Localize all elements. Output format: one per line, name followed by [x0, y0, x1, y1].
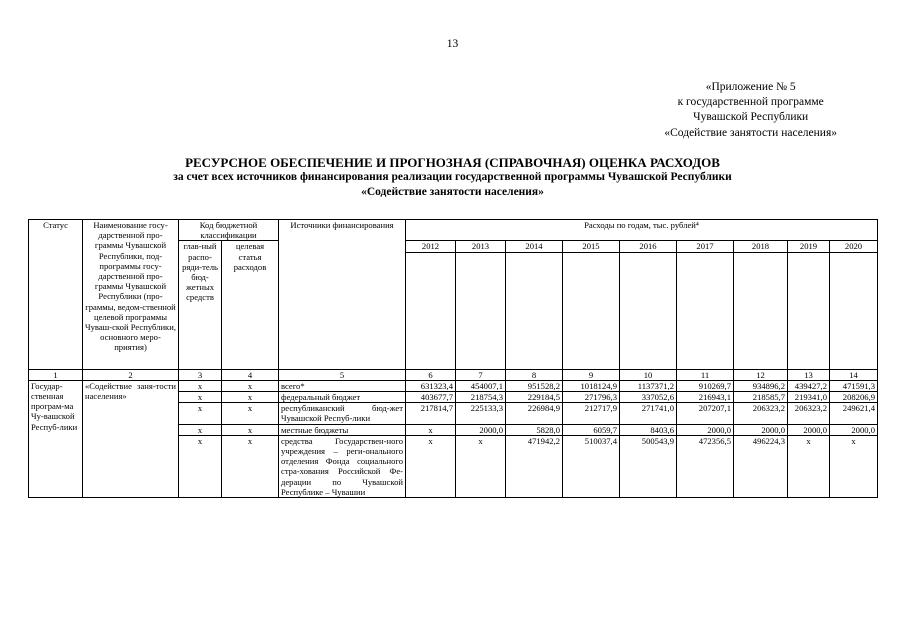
value-cell: 2000,0 — [677, 424, 734, 435]
appendix-line-2: к государственной программе — [677, 96, 824, 109]
target-item-cell: х — [222, 435, 279, 497]
value-cell: 2000,0 — [830, 424, 878, 435]
value-cell: 8403,6 — [620, 424, 677, 435]
appendix-line-4: «Содействие занятости населения» — [664, 126, 837, 139]
value-cell: 2000,0 — [788, 424, 830, 435]
column-number: 3 — [179, 369, 222, 380]
column-number: 2 — [83, 369, 179, 380]
value-cell: 337052,6 — [620, 392, 677, 403]
value-cell: 471942,2 — [506, 435, 563, 497]
header-status: Статус — [29, 220, 83, 370]
value-cell: х — [830, 435, 878, 497]
column-number: 12 — [734, 369, 788, 380]
column-number: 11 — [677, 369, 734, 380]
main-manager-cell: х — [179, 435, 222, 497]
value-cell: 5828,0 — [506, 424, 563, 435]
value-cell: 271741,0 — [620, 403, 677, 424]
column-number: 10 — [620, 369, 677, 380]
value-cell: 216943,1 — [677, 392, 734, 403]
value-cell: 631323,4 — [406, 380, 456, 391]
value-cell: х — [788, 435, 830, 497]
value-cell: 471591,3 — [830, 380, 878, 391]
column-number: 8 — [506, 369, 563, 380]
header-year: 2019 — [788, 241, 830, 252]
value-cell: 2000,0 — [456, 424, 506, 435]
value-cell: 439427,2 — [788, 380, 830, 391]
value-cell: 1018124,9 — [563, 380, 620, 391]
value-cell: 910269,7 — [677, 380, 734, 391]
target-item-cell: х — [222, 392, 279, 403]
value-cell: х — [406, 435, 456, 497]
header-row-1 — [29, 220, 878, 241]
header-budget-code: Код бюджетной классификации — [179, 220, 279, 241]
title-line-1: РЕСУРСНОЕ ОБЕСПЕЧЕНИЕ И ПРОГНОЗНАЯ (СПРАВОЧНАЯ) ОЦЕНКА РАСХОДОВ — [185, 155, 720, 170]
column-numbers-row — [29, 369, 878, 380]
value-cell: 496224,3 — [734, 435, 788, 497]
column-number: 1 — [29, 369, 83, 380]
target-item-cell: х — [222, 380, 279, 391]
status-cell: Государ-ственная програм-ма Чу-вашской Респуб-лики — [29, 380, 83, 497]
source-cell: средства Государствен-ного учреждения – реги-онального отделения Фонда социального стра-хования Российской Фе-дерации по Чувашской Республике – Чувашии — [279, 435, 406, 497]
header-expenses: Расходы по годам, тыс. рублей⁴ — [406, 220, 878, 241]
value-cell: 208206,9 — [830, 392, 878, 403]
title-line-3: «Содействие занятости населения» — [361, 186, 544, 198]
column-number: 13 — [788, 369, 830, 380]
value-cell: 454007,1 — [456, 380, 506, 391]
value-cell: 951528,2 — [506, 380, 563, 391]
value-cell: 500543,9 — [620, 435, 677, 497]
source-cell: местные бюджеты — [279, 424, 406, 435]
column-number: 6 — [406, 369, 456, 380]
value-cell: 6059,7 — [563, 424, 620, 435]
target-item-cell: х — [222, 424, 279, 435]
column-number: 9 — [563, 369, 620, 380]
program-name-cell: «Содействие заня-тости населения» — [83, 380, 179, 497]
value-cell: х — [456, 435, 506, 497]
header-year: 2014 — [506, 241, 563, 252]
column-number: 4 — [222, 369, 279, 380]
appendix-line-1: «Приложение № 5 — [705, 81, 796, 93]
value-cell: 229184,5 — [506, 392, 563, 403]
column-number: 5 — [279, 369, 406, 380]
value-cell: 206323,2 — [734, 403, 788, 424]
column-number: 7 — [456, 369, 506, 380]
value-cell: 472356,5 — [677, 435, 734, 497]
header-year: 2013 — [456, 241, 506, 252]
header-year: 2020 — [830, 241, 878, 252]
value-cell: 226984,9 — [506, 403, 563, 424]
main-manager-cell: х — [179, 424, 222, 435]
header-year: 2018 — [734, 241, 788, 252]
document-title — [0, 155, 905, 200]
header-name: Наименование госу-дарственной про-граммы Чувашской Республики, под-программы госу-дарственной про-граммы Чувашской Республики (про-граммы, ведом-ственной целевой программы Чуваш-ской Республики, основного меро-приятия) — [83, 220, 179, 370]
header-year: 2017 — [677, 241, 734, 252]
header-year: 2012 — [406, 241, 456, 252]
value-cell: 217814,7 — [406, 403, 456, 424]
page-number: 13 — [446, 38, 459, 50]
title-line-2: за счет всех источников финансирования реализации государственной программы Чувашской Республики — [173, 171, 732, 183]
header-year: 2015 — [563, 241, 620, 252]
table-row — [29, 380, 878, 391]
appendix-line-3: Чувашской Республики — [693, 111, 809, 124]
value-cell: 225133,3 — [456, 403, 506, 424]
header-year: 2016 — [620, 241, 677, 252]
value-cell: 1137371,2 — [620, 380, 677, 391]
value-cell: 249621,4 — [830, 403, 878, 424]
main-manager-cell: х — [179, 403, 222, 424]
value-cell: 207207,1 — [677, 403, 734, 424]
value-cell: 2000,0 — [734, 424, 788, 435]
value-cell: 212717,9 — [563, 403, 620, 424]
source-cell: федеральный бюджет — [279, 392, 406, 403]
value-cell: 510037,4 — [563, 435, 620, 497]
value-cell: 271796,3 — [563, 392, 620, 403]
appendix-caption — [664, 80, 837, 141]
header-main-manager: глав-ный распо-ряди-тель бюд-жетных средств — [179, 241, 222, 369]
value-cell: 219341,0 — [788, 392, 830, 403]
header-target-item: целевая статья расходов — [222, 241, 279, 369]
resource-table — [28, 219, 878, 498]
value-cell: 218585,7 — [734, 392, 788, 403]
value-cell: 218754,3 — [456, 392, 506, 403]
column-number: 14 — [830, 369, 878, 380]
source-cell: республиканский бюд-жет Чувашской Респуб-лики — [279, 403, 406, 424]
source-cell: всего* — [279, 380, 406, 391]
value-cell: 934896,2 — [734, 380, 788, 391]
main-manager-cell: х — [179, 380, 222, 391]
target-item-cell: х — [222, 403, 279, 424]
value-cell: х — [406, 424, 456, 435]
header-sources: Источники финансирования — [279, 220, 406, 370]
main-manager-cell: х — [179, 392, 222, 403]
value-cell: 206323,2 — [788, 403, 830, 424]
value-cell: 403677,7 — [406, 392, 456, 403]
